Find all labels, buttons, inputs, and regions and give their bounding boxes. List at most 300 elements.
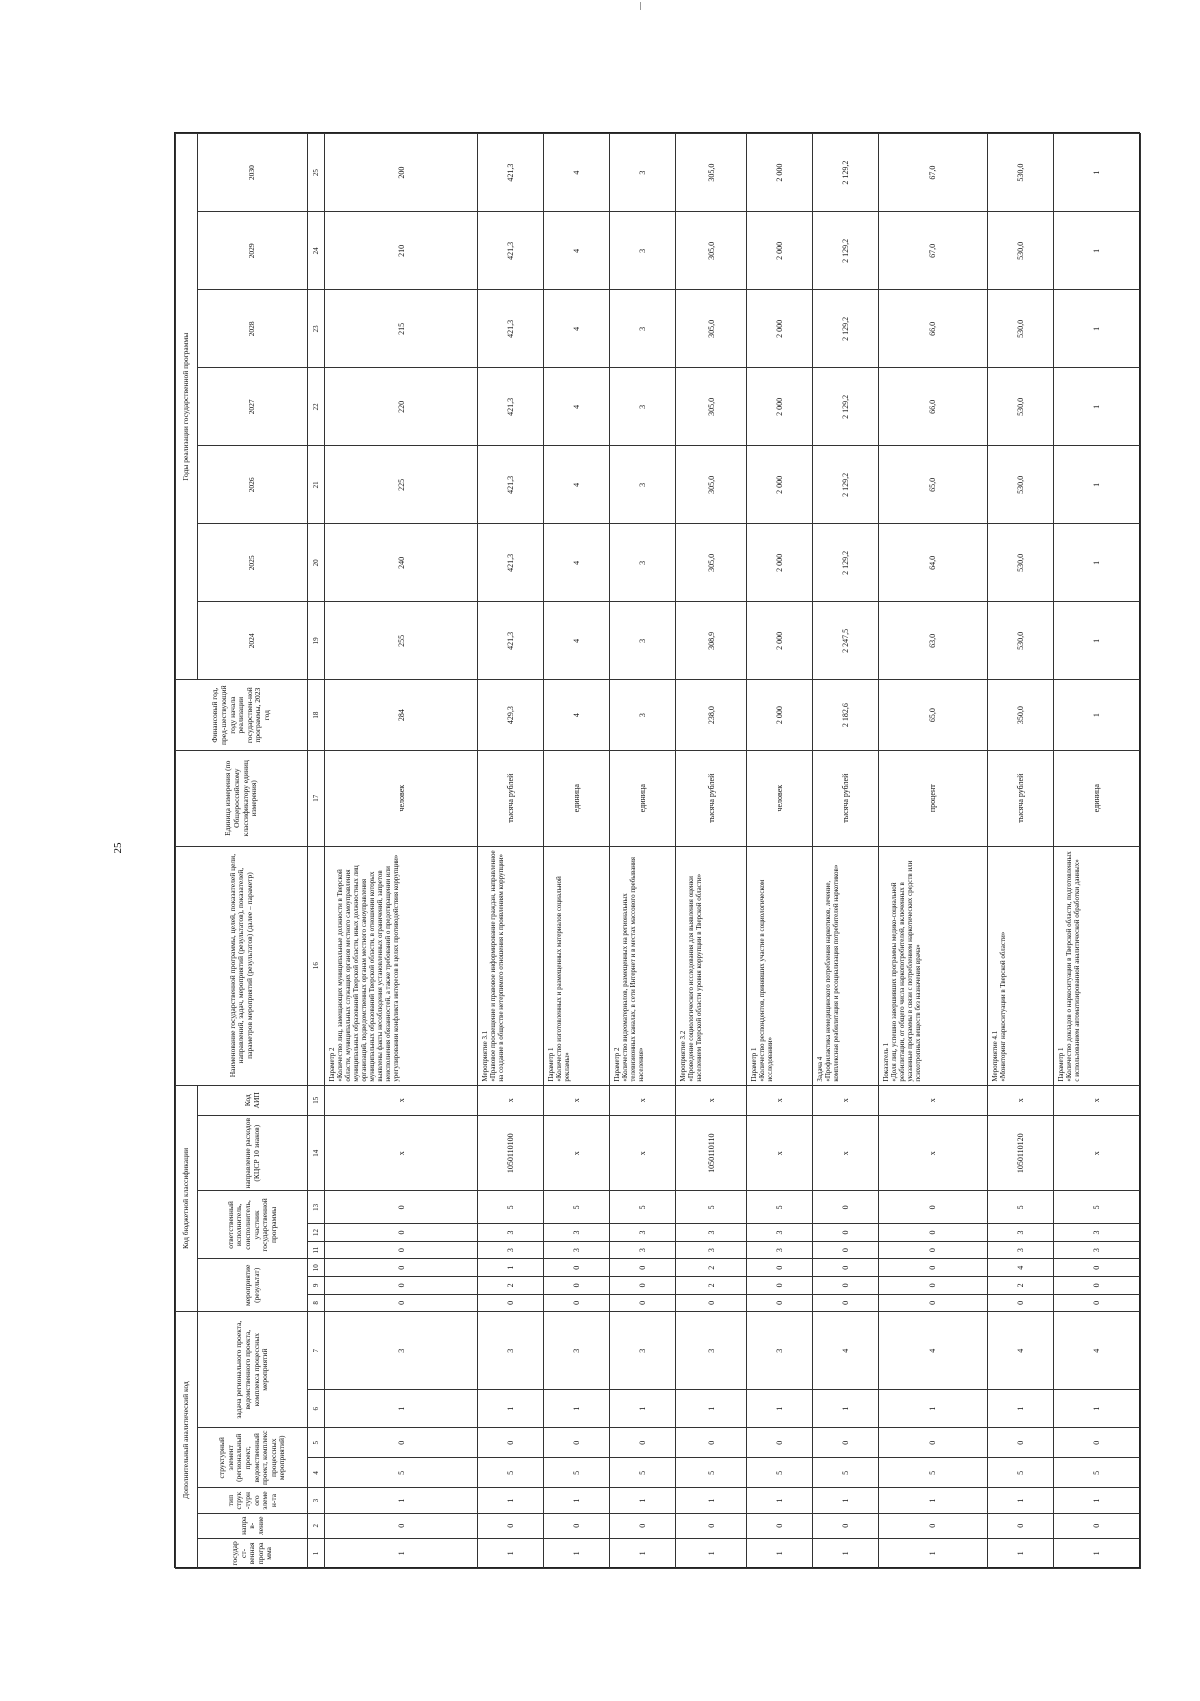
row-year-value: 421,3 (478, 602, 544, 680)
code-cell: 0 (325, 1277, 478, 1295)
code-cell: 1 (478, 1390, 544, 1428)
column-number: 17 (308, 750, 325, 846)
column-number: 13 (308, 1191, 325, 1224)
column-number: 10 (308, 1259, 325, 1277)
code-cell: 1050110100 (478, 1115, 544, 1191)
code-cell: 0 (1053, 1259, 1140, 1277)
code-cell: 3 (478, 1312, 544, 1390)
code-cell: 5 (676, 1191, 747, 1224)
code-cell: x (747, 1115, 813, 1191)
row-unit: человек (325, 750, 478, 846)
row-year-value: 305,0 (676, 524, 747, 602)
header-gov-program: государст-венная программа (198, 1538, 308, 1568)
table-row (325, 134, 478, 1569)
row-year-value: 2 000 (747, 212, 813, 290)
row-year-value: 66,0 (879, 290, 987, 368)
row-unit: единица (1053, 750, 1140, 846)
code-cell: 1 (676, 1390, 747, 1428)
column-number: 4 (308, 1458, 325, 1488)
row-year-value: 220 (325, 368, 478, 446)
code-cell: 0 (478, 1428, 544, 1458)
code-cell: 2 (987, 1277, 1053, 1295)
column-number: 24 (308, 212, 325, 290)
code-cell: 5 (478, 1191, 544, 1224)
row-year-value: 2 247,5 (813, 602, 879, 680)
row-fin-year-value: 238,0 (676, 680, 747, 750)
rotated-table-wrapper (175, 133, 1141, 1569)
row-year-value: 1 (1053, 368, 1140, 446)
code-cell: 5 (544, 1458, 610, 1488)
code-cell: 0 (544, 1294, 610, 1312)
code-cell: x (544, 1115, 610, 1191)
column-number: 21 (308, 446, 325, 524)
code-cell: 0 (747, 1428, 813, 1458)
row-year-value: 308,9 (676, 602, 747, 680)
row-year-value: 3 (610, 212, 676, 290)
row-description: Параметр 1 «Количество докладов о наркоситуации в Тверской области, подготовленных с использованием автоматизированной аналитической обработки данных» (1053, 846, 1140, 1085)
code-cell: x (1053, 1085, 1140, 1115)
code-cell: 1 (676, 1538, 747, 1568)
row-year-value: 2 129,2 (813, 134, 879, 212)
code-cell: 0 (879, 1428, 987, 1458)
column-number: 23 (308, 290, 325, 368)
code-cell: 1 (813, 1488, 879, 1513)
header-budget-code: Код бюджетной классификации (176, 1085, 198, 1312)
code-cell: 5 (478, 1458, 544, 1488)
row-year-value: 4 (544, 212, 610, 290)
row-year-value: 1 (1053, 290, 1140, 368)
row-year-value: 63,0 (879, 602, 987, 680)
code-cell: 0 (544, 1259, 610, 1277)
code-cell: 5 (987, 1191, 1053, 1224)
code-cell: 0 (1053, 1428, 1140, 1458)
row-year-value: 4 (544, 446, 610, 524)
code-cell: 5 (610, 1191, 676, 1224)
row-year-value: 4 (544, 368, 610, 446)
row-unit: тысяча рублей (676, 750, 747, 846)
code-cell: 0 (987, 1294, 1053, 1312)
row-year-value: 4 (544, 134, 610, 212)
table-row (813, 134, 879, 1569)
code-cell: 1 (610, 1488, 676, 1513)
code-cell: 1 (478, 1259, 544, 1277)
code-cell: 1 (987, 1488, 1053, 1513)
code-cell: 3 (747, 1224, 813, 1242)
code-cell: 1 (325, 1390, 478, 1428)
code-cell: 1 (879, 1488, 987, 1513)
code-cell: 0 (813, 1224, 879, 1242)
row-year-value: 4 (544, 290, 610, 368)
code-cell: 1 (610, 1390, 676, 1428)
code-cell: 0 (325, 1259, 478, 1277)
row-year-value: 4 (544, 524, 610, 602)
row-fin-year-value: 4 (544, 680, 610, 750)
header-struct-type: тип струк-турного элемен-та (198, 1488, 308, 1513)
column-number: 18 (308, 680, 325, 750)
code-cell: x (813, 1085, 879, 1115)
row-year-value: 2 129,2 (813, 290, 879, 368)
row-year-value: 530,0 (987, 602, 1053, 680)
column-number: 19 (308, 602, 325, 680)
code-cell: x (987, 1085, 1053, 1115)
code-cell: 0 (813, 1259, 879, 1277)
table-row (879, 134, 987, 1569)
code-cell: 3 (747, 1241, 813, 1259)
code-cell: 5 (544, 1191, 610, 1224)
row-year-value: 421,3 (478, 524, 544, 602)
row-year-value: 67,0 (879, 212, 987, 290)
code-cell: 1 (747, 1538, 813, 1568)
header-year-2029: 2029 (198, 212, 308, 290)
code-cell: 5 (1053, 1191, 1140, 1224)
header-year-2028: 2028 (198, 290, 308, 368)
code-cell: 3 (610, 1224, 676, 1242)
column-number: 15 (308, 1085, 325, 1115)
table-row (676, 134, 747, 1569)
code-cell: 5 (325, 1458, 478, 1488)
code-cell: 0 (610, 1277, 676, 1295)
row-year-value: 1 (1053, 524, 1140, 602)
row-fin-year-value: 3 (610, 680, 676, 750)
header-struct-element: структурный элемент (региональный проект, ведомственный проект, комплекс процессных мероприятий) (198, 1428, 308, 1488)
code-cell: 0 (478, 1294, 544, 1312)
code-cell: 3 (676, 1241, 747, 1259)
code-cell: 0 (813, 1277, 879, 1295)
code-cell: 0 (879, 1241, 987, 1259)
column-number: 25 (308, 134, 325, 212)
code-cell: 0 (325, 1224, 478, 1242)
code-cell: x (879, 1085, 987, 1115)
header-year-2025: 2025 (198, 524, 308, 602)
code-cell: x (879, 1115, 987, 1191)
document-table-frame (174, 132, 1140, 1568)
row-description: Параметр 1 «Количество изготовленных и размещенных материалов социальной рекламы» (544, 846, 610, 1085)
table-row (987, 134, 1053, 1569)
code-cell: x (610, 1085, 676, 1115)
code-cell: 1050110110 (676, 1115, 747, 1191)
code-cell: 3 (544, 1312, 610, 1390)
row-description: Задача 4 «Профилактика немедицинского потребления наркотиков, лечение, комплексная реабилитация и ресоциализация потребителей наркотиков» (813, 846, 879, 1085)
code-cell: 0 (813, 1294, 879, 1312)
row-unit: человек (747, 750, 813, 846)
row-year-value: 200 (325, 134, 478, 212)
code-cell: 3 (610, 1241, 676, 1259)
row-year-value: 530,0 (987, 290, 1053, 368)
code-cell: 1 (325, 1488, 478, 1513)
row-year-value: 1 (1053, 134, 1140, 212)
code-cell: 1 (676, 1488, 747, 1513)
row-unit: тысяча рублей (987, 750, 1053, 846)
row-year-value: 1 (1053, 446, 1140, 524)
code-cell: 3 (544, 1241, 610, 1259)
row-year-value: 2 129,2 (813, 212, 879, 290)
code-cell: 0 (325, 1513, 478, 1538)
code-cell: 0 (676, 1513, 747, 1538)
code-cell: 4 (1053, 1312, 1140, 1390)
row-year-value: 1 (1053, 602, 1140, 680)
code-cell: 0 (676, 1294, 747, 1312)
code-cell: x (478, 1085, 544, 1115)
row-year-value: 3 (610, 368, 676, 446)
row-fin-year-value: 1 (1053, 680, 1140, 750)
code-cell: 0 (610, 1259, 676, 1277)
column-number: 5 (308, 1428, 325, 1458)
code-cell: 4 (879, 1312, 987, 1390)
code-cell: 0 (544, 1428, 610, 1458)
header-name: Наименование государственной программы, целей, показателей цели, направлений, задач, мероприятий (результатов), показателей, параметров мероприятий (результатов) (далее – параметр) (176, 846, 308, 1085)
code-cell: x (325, 1085, 478, 1115)
code-cell: 0 (813, 1428, 879, 1458)
code-cell: 5 (610, 1458, 676, 1488)
row-year-value: 2 000 (747, 602, 813, 680)
table-body (325, 134, 1141, 1569)
column-number: 16 (308, 846, 325, 1085)
code-cell: 1 (610, 1538, 676, 1568)
code-cell: 0 (610, 1513, 676, 1538)
code-cell: 0 (1053, 1277, 1140, 1295)
code-cell: 0 (813, 1191, 879, 1224)
row-year-value: 2 129,2 (813, 524, 879, 602)
code-cell: x (544, 1085, 610, 1115)
header-unit: Единица измерения (по Общероссийскому классификатору единиц измерения) (176, 750, 308, 846)
code-cell: 0 (610, 1294, 676, 1312)
code-cell: 5 (879, 1458, 987, 1488)
code-cell: 0 (544, 1277, 610, 1295)
code-cell: 0 (879, 1191, 987, 1224)
row-year-value: 3 (610, 524, 676, 602)
code-cell: x (747, 1085, 813, 1115)
column-number: 22 (308, 368, 325, 446)
code-cell: 3 (610, 1312, 676, 1390)
code-cell: 0 (610, 1428, 676, 1458)
header-task: задача регионального проекта, ведомственного проекта, комплекса процессных мероприятий (198, 1312, 308, 1428)
row-unit: тысяча рублей (478, 750, 544, 846)
code-cell: 3 (1053, 1241, 1140, 1259)
row-year-value: 4 (544, 602, 610, 680)
header-measure: мероприятие (результат) (198, 1259, 308, 1312)
code-cell: 1 (544, 1488, 610, 1513)
page-number: 25 (112, 842, 124, 854)
row-year-value: 530,0 (987, 368, 1053, 446)
row-year-value: 2 000 (747, 290, 813, 368)
row-fin-year-value: 65,0 (879, 680, 987, 750)
row-year-value: 305,0 (676, 212, 747, 290)
code-cell: x (610, 1115, 676, 1191)
row-year-value: 421,3 (478, 446, 544, 524)
code-cell: 0 (879, 1277, 987, 1295)
column-number: 20 (308, 524, 325, 602)
code-cell: 0 (325, 1428, 478, 1458)
code-cell: 2 (676, 1277, 747, 1295)
column-number: 6 (308, 1390, 325, 1428)
code-cell: 4 (987, 1259, 1053, 1277)
code-cell: 1 (987, 1390, 1053, 1428)
header-expense: направление расходов (КЦСР 10 знаков) (198, 1115, 308, 1191)
code-cell: 1 (1053, 1488, 1140, 1513)
row-year-value: 3 (610, 602, 676, 680)
code-cell: 5 (813, 1458, 879, 1488)
code-cell: 0 (747, 1294, 813, 1312)
code-cell: 4 (813, 1312, 879, 1390)
code-cell: 1 (747, 1488, 813, 1513)
code-cell: 1 (813, 1390, 879, 1428)
code-cell: 2 (676, 1259, 747, 1277)
header-year-2024: 2024 (198, 602, 308, 680)
column-number: 9 (308, 1277, 325, 1295)
code-cell: 0 (879, 1513, 987, 1538)
header-year-2026: 2026 (198, 446, 308, 524)
row-year-value: 2 000 (747, 524, 813, 602)
code-cell: 1 (1053, 1538, 1140, 1568)
header-years-group: Годы реализации государственной программы (176, 134, 198, 680)
code-cell: 4 (987, 1312, 1053, 1390)
row-year-value: 530,0 (987, 446, 1053, 524)
row-year-value: 2 129,2 (813, 368, 879, 446)
code-cell: 0 (1053, 1294, 1140, 1312)
row-year-value: 305,0 (676, 446, 747, 524)
column-number: 14 (308, 1115, 325, 1191)
code-cell: 0 (544, 1513, 610, 1538)
row-year-value: 421,3 (478, 290, 544, 368)
header-year-2027: 2027 (198, 368, 308, 446)
column-number: 2 (308, 1513, 325, 1538)
code-cell: 1 (1053, 1390, 1140, 1428)
row-year-value: 2 129,2 (813, 446, 879, 524)
code-cell: 3 (325, 1312, 478, 1390)
table-row (544, 134, 610, 1569)
row-year-value: 215 (325, 290, 478, 368)
code-cell: 5 (987, 1458, 1053, 1488)
code-cell: 0 (1053, 1513, 1140, 1538)
table-row (747, 134, 813, 1569)
column-number: 8 (308, 1294, 325, 1312)
row-description: Параметр 2 «Количество видеоматериалов, размещенных на региональных телевизионных каналах, в сети Интернет и в местах массового пребывания населения» (610, 846, 676, 1085)
row-year-value: 1 (1053, 212, 1140, 290)
code-cell: 3 (987, 1241, 1053, 1259)
code-cell: 5 (747, 1191, 813, 1224)
code-cell: 1 (747, 1390, 813, 1428)
code-cell: 1 (879, 1538, 987, 1568)
code-cell: 3 (1053, 1224, 1140, 1242)
column-number: 11 (308, 1241, 325, 1259)
row-unit: единица (610, 750, 676, 846)
row-year-value: 421,3 (478, 212, 544, 290)
code-cell: 0 (478, 1513, 544, 1538)
code-cell: 1 (544, 1390, 610, 1428)
row-description: Параметр 2 «Количество лиц, замещающих муниципальные должности в Тверской области, муниципальных служащих органов местного самоуправления муниципальных образований Тверской области, иных должностных лиц организаций, подведомственных органам местного самоуправления муниципальных образований Тверской области, в отношении которых выявлены факты несоблюдения установленных ограничений, запретов неисполнения обязанностей, а также требований о предотвращении или урегулировании конфликта интересов в целях противодействия коррупции» (325, 846, 478, 1085)
code-cell: 1 (478, 1488, 544, 1513)
row-year-value: 2 000 (747, 446, 813, 524)
row-year-value: 67,0 (879, 134, 987, 212)
code-cell: 5 (747, 1458, 813, 1488)
code-cell: 3 (676, 1224, 747, 1242)
row-description: Мероприятие 3.1 «Правовое просвещение и правовое информирование граждан, направленное на создание в обществе нетерпимого отношения к проявлениям коррупции» (478, 846, 544, 1085)
code-cell: 0 (879, 1294, 987, 1312)
code-cell: 3 (544, 1224, 610, 1242)
code-cell: 5 (676, 1458, 747, 1488)
row-year-value: 305,0 (676, 290, 747, 368)
code-cell: 0 (325, 1191, 478, 1224)
code-cell: 0 (325, 1241, 478, 1259)
code-cell: 1 (879, 1390, 987, 1428)
row-year-value: 421,3 (478, 368, 544, 446)
row-year-value: 421,3 (478, 134, 544, 212)
code-cell: 0 (676, 1428, 747, 1458)
row-year-value: 2 000 (747, 368, 813, 446)
code-cell: 1 (544, 1538, 610, 1568)
code-cell: 3 (676, 1312, 747, 1390)
row-year-value: 225 (325, 446, 478, 524)
code-cell: x (813, 1115, 879, 1191)
code-cell: 3 (987, 1224, 1053, 1242)
column-number: 1 (308, 1538, 325, 1568)
code-cell: 3 (478, 1241, 544, 1259)
header-analytical-code: Дополнительный аналитический код (176, 1312, 198, 1569)
row-fin-year-value: 2 182,6 (813, 680, 879, 750)
row-year-value: 530,0 (987, 524, 1053, 602)
code-cell: 1 (987, 1538, 1053, 1568)
header-aip: Код АИП (198, 1085, 308, 1115)
code-cell: x (1053, 1115, 1140, 1191)
row-year-value: 210 (325, 212, 478, 290)
code-cell: 0 (325, 1294, 478, 1312)
row-description: Параметр 1 «Количество респондентов, принявших участие в социологическом исследовании» (747, 846, 813, 1085)
row-fin-year-value: 429,3 (478, 680, 544, 750)
column-number: 3 (308, 1488, 325, 1513)
row-fin-year-value: 350,0 (987, 680, 1053, 750)
column-number-row (308, 134, 325, 1569)
code-cell: 1 (478, 1538, 544, 1568)
program-table (175, 133, 1141, 1569)
code-cell: 0 (813, 1241, 879, 1259)
code-cell: 0 (987, 1428, 1053, 1458)
row-unit: единица (544, 750, 610, 846)
row-fin-year-value: 284 (325, 680, 478, 750)
code-cell: x (676, 1085, 747, 1115)
row-year-value: 305,0 (676, 134, 747, 212)
code-cell: 0 (747, 1513, 813, 1538)
code-cell: 0 (879, 1259, 987, 1277)
header-direction: направ-ление (198, 1513, 308, 1538)
table-row (1053, 134, 1140, 1569)
table-row (478, 134, 544, 1569)
row-unit: процент (879, 750, 987, 846)
row-fin-year-value: 2 000 (747, 680, 813, 750)
header-executor: ответственный исполнитель, соисполнитель, участник государственной программы (198, 1191, 308, 1259)
row-year-value: 66,0 (879, 368, 987, 446)
scan-mark (640, 2, 641, 10)
row-year-value: 240 (325, 524, 478, 602)
code-cell: 1 (325, 1538, 478, 1568)
code-cell: 0 (813, 1513, 879, 1538)
code-cell: x (325, 1115, 478, 1191)
row-description: Мероприятие 3.2 «Проведение социологического исследования для выявления оценки населением Тверской области уровня коррупции в Тверской области» (676, 846, 747, 1085)
column-number: 7 (308, 1312, 325, 1390)
header-year-2030: 2030 (198, 134, 308, 212)
code-cell: 1050110120 (987, 1115, 1053, 1191)
row-year-value: 305,0 (676, 368, 747, 446)
row-year-value: 2 000 (747, 134, 813, 212)
row-description: Мероприятие 4.1 «Мониторинг наркоситуации в Тверской области» (987, 846, 1053, 1085)
code-cell: 0 (747, 1277, 813, 1295)
code-cell: 3 (747, 1312, 813, 1390)
table-row (610, 134, 676, 1569)
row-year-value: 530,0 (987, 212, 1053, 290)
code-cell: 1 (813, 1538, 879, 1568)
row-year-value: 3 (610, 446, 676, 524)
row-year-value: 530,0 (987, 134, 1053, 212)
row-unit: тысяча рублей (813, 750, 879, 846)
